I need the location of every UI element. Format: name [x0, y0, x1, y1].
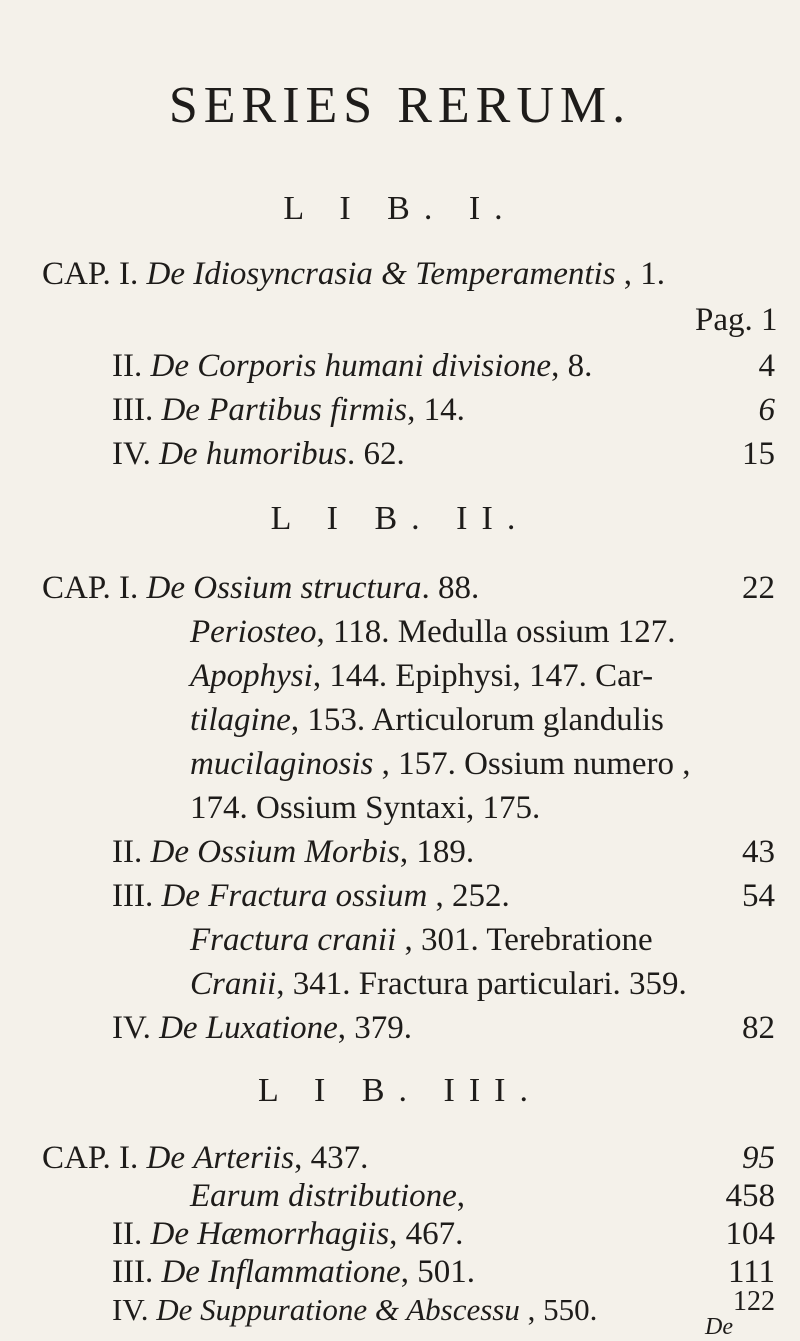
toc-line: Cranii, 341. Fractura particulari. 359. [190, 966, 687, 1002]
page-number: 458 [725, 1178, 775, 1214]
toc-line: tilagine, 153. Articulorum glandulis [190, 702, 664, 738]
page-number: Pag. 1 [695, 302, 778, 338]
toc-line: CAP. I. De Idiosyncrasia & Temperamentis , 1. [42, 256, 666, 292]
toc-line: Fractura cranii , 301. Terebratione [190, 922, 653, 958]
toc-line: Apophysi, 144. Epiphysi, 147. Car- [190, 658, 654, 694]
toc-line: CAP. I. De Arteriis, 437. [42, 1140, 369, 1176]
toc-line: Periosteo, 118. Medulla ossium 127. [190, 614, 676, 650]
toc-line: 174. Ossium Syntaxi, 175. [190, 790, 541, 826]
page-number: 95 [742, 1140, 775, 1176]
page-number: 22 [742, 570, 775, 606]
page-number: 15 [742, 436, 775, 472]
toc-line: IV. De humoribus. 62. [112, 436, 405, 472]
page-number: 4 [758, 348, 775, 384]
page-number: 43 [742, 834, 775, 870]
book-heading-2: L I B. II. [270, 500, 530, 537]
toc-line: Earum distributione, [190, 1178, 466, 1214]
page-number: 82 [742, 1010, 775, 1046]
toc-line: IV. De Luxatione, 379. [112, 1010, 413, 1046]
page-title: SERIES RERUM. [168, 77, 632, 134]
toc-line: IV. De Suppuratione & Abscessu , 550. [112, 1292, 598, 1327]
catchword: De [705, 1314, 733, 1340]
toc-line: II. De Corporis humani divisione, 8. [112, 348, 593, 384]
page-number: 6 [758, 392, 775, 428]
book-heading-1: L I B. I. [283, 190, 517, 227]
page-number: 122 [733, 1286, 775, 1317]
toc-line: CAP. I. De Ossium structura. 88. [42, 570, 480, 606]
page-number: 54 [742, 878, 775, 914]
toc-line: mucilaginosis , 157. Ossium numero , [190, 746, 691, 782]
toc-line: III. De Inflammatione, 501. [112, 1254, 475, 1290]
page-number: 104 [725, 1216, 775, 1252]
page-number: 111 [727, 1254, 775, 1290]
book-heading-3: L I B. III. [258, 1072, 542, 1109]
toc-line: III. De Fractura ossium , 252. [112, 878, 510, 914]
toc-line: III. De Partibus firmis, 14. [112, 392, 465, 428]
toc-line: II. De Hæmorrhagiis, 467. [112, 1216, 464, 1252]
toc-line: II. De Ossium Morbis, 189. [112, 834, 475, 870]
